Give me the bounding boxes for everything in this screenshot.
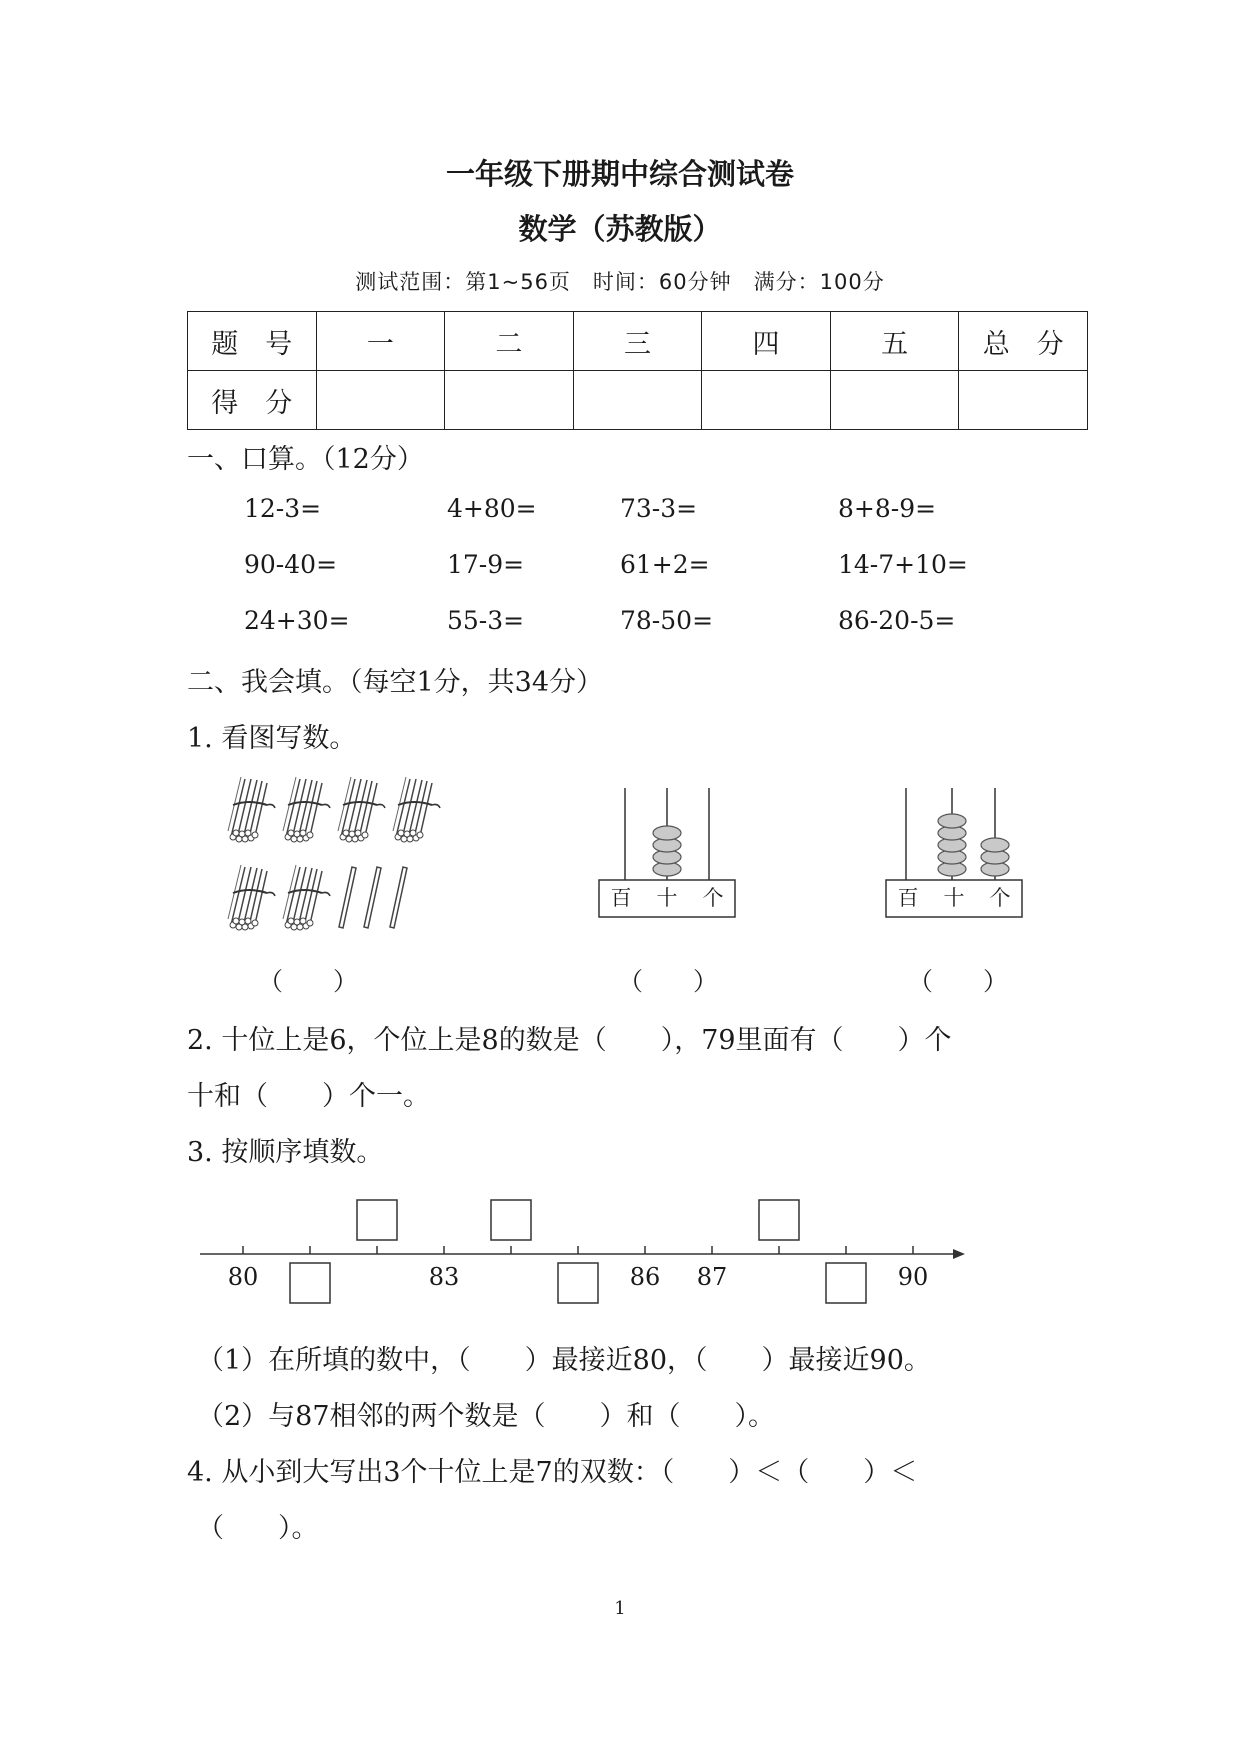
- score-input-cell[interactable]: [702, 371, 831, 430]
- score-input-cell[interactable]: [316, 371, 445, 430]
- abacus-2-ones-beads: [981, 838, 1009, 876]
- q3-sub2: （2）与87相邻的两个数是（ ）和（ ）。: [197, 1401, 776, 1432]
- number-box-88[interactable]: [759, 1200, 799, 1240]
- q3-sub1: （1）在所填的数中，（ ）最接近80，（ ）最接近90。: [197, 1345, 931, 1376]
- abacus-2: [885, 788, 1023, 918]
- calc-problem: 17-9=: [447, 550, 525, 579]
- abacus-1-tens-beads: [653, 826, 681, 876]
- calc-problem: 78-50=: [620, 606, 714, 635]
- number-line-label: 87: [696, 1263, 728, 1291]
- score-table: [187, 311, 1088, 430]
- number-box-82[interactable]: [357, 1200, 397, 1240]
- calc-problem: 8+8-9=: [838, 494, 937, 523]
- score-header-cell: 题 号: [188, 312, 317, 371]
- score-row-label: 得 分: [188, 371, 317, 430]
- stick-bundles-picture: [225, 775, 455, 935]
- abacus-label-tens: 十: [943, 886, 965, 910]
- calc-problem: 14-7+10=: [838, 550, 968, 579]
- q2-line2: 十和（ ）个一。: [187, 1081, 430, 1112]
- q3-text: 3. 按顺序填数。: [187, 1137, 384, 1168]
- score-input-cell[interactable]: [830, 371, 959, 430]
- calc-problem: 12-3=: [244, 494, 322, 523]
- number-line-label: 80: [227, 1263, 259, 1291]
- score-table-score-row: [188, 371, 1088, 430]
- abacus-1: [598, 788, 736, 918]
- number-box-81[interactable]: [290, 1263, 330, 1303]
- score-header-cell: 二: [445, 312, 574, 371]
- q1-text: 1. 看图写数。: [187, 723, 357, 754]
- abacus-2-tens-beads: [938, 814, 966, 876]
- calc-problem: 86-20-5=: [838, 606, 956, 635]
- abacus-label-ones: 个: [989, 886, 1011, 910]
- answer-blank[interactable]: （ ）: [908, 967, 1009, 996]
- section2-heading: 二、我会填。（每空1分，共34分）: [187, 667, 604, 698]
- calc-problem: 90-40=: [244, 550, 338, 579]
- number-line-label: 86: [629, 1263, 661, 1291]
- abacus-label-tens: 十: [656, 886, 678, 910]
- q2-line1: 2. 十位上是6，个位上是8的数是（ ），79里面有（ ）个: [187, 1025, 952, 1056]
- q4-line1: 4. 从小到大写出3个十位上是7的双数：（ ）＜（ ）＜: [187, 1457, 918, 1488]
- abacus-label-hundreds: 百: [610, 886, 632, 910]
- calc-problem: 24+30=: [244, 606, 350, 635]
- score-input-cell[interactable]: [573, 371, 702, 430]
- calc-problem: 4+80=: [447, 494, 537, 523]
- score-header-cell: 一: [316, 312, 445, 371]
- page-subtitle: 数学（苏教版）: [518, 212, 722, 246]
- page-number: 1: [614, 1598, 626, 1619]
- number-box-84[interactable]: [491, 1200, 531, 1240]
- section1-heading: 一、口算。（12分）: [187, 444, 424, 475]
- score-table-header-row: [188, 312, 1088, 371]
- abacus-label-hundreds: 百: [897, 886, 919, 910]
- test-info: 测试范围：第1~56页 时间：60分钟 满分：100分: [355, 270, 885, 294]
- score-input-cell[interactable]: [445, 371, 574, 430]
- number-box-85[interactable]: [558, 1263, 598, 1303]
- score-header-cell: 三: [573, 312, 702, 371]
- number-box-89[interactable]: [826, 1263, 866, 1303]
- calc-problem: 73-3=: [620, 494, 698, 523]
- calc-problem: 61+2=: [620, 550, 710, 579]
- abacus-label-ones: 个: [702, 886, 724, 910]
- number-line: [195, 1188, 975, 1308]
- q4-line2: （ ）。: [197, 1513, 319, 1544]
- answer-blank[interactable]: （ ）: [618, 967, 719, 996]
- answer-blank[interactable]: （ ）: [258, 967, 359, 996]
- number-line-label: 83: [428, 1263, 460, 1291]
- score-header-cell: 总 分: [959, 312, 1088, 371]
- number-line-arrow: [953, 1249, 965, 1259]
- page-title: 一年级下册期中综合测试卷: [445, 157, 794, 191]
- score-header-cell: 四: [702, 312, 831, 371]
- number-line-label: 90: [897, 1263, 929, 1291]
- score-input-cell[interactable]: [959, 371, 1088, 430]
- score-header-cell: 五: [830, 312, 959, 371]
- calc-problem: 55-3=: [447, 606, 525, 635]
